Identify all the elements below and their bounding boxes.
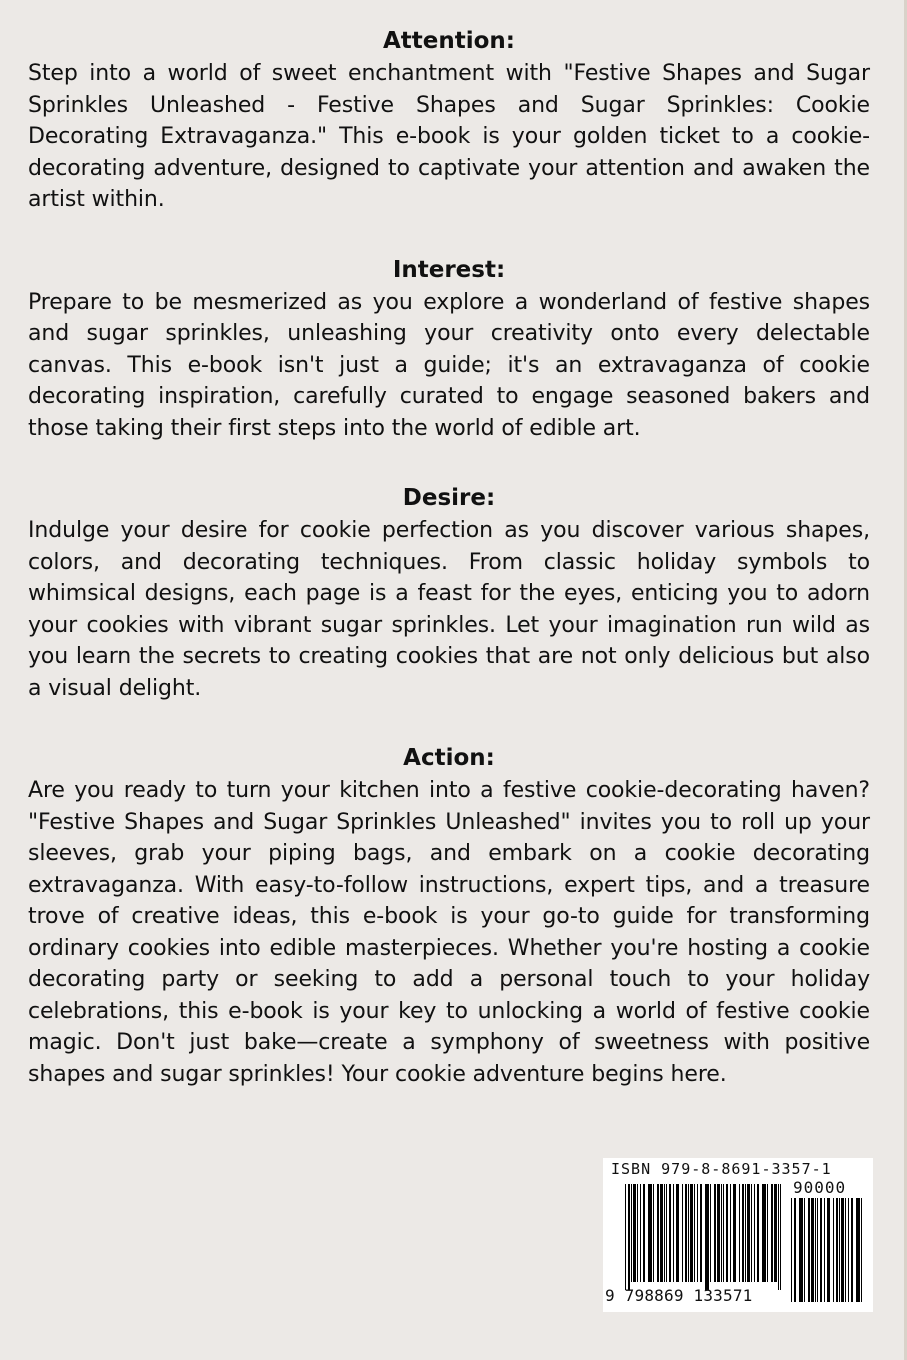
barcode-bar [694, 1184, 695, 1282]
barcode-bar [669, 1184, 671, 1282]
barcode-bar [676, 1184, 679, 1282]
barcode-bar [633, 1184, 636, 1282]
ean-digits-label: 9 798869 133571 [605, 1286, 753, 1305]
barcode-bar [808, 1198, 810, 1302]
section-attention [28, 24, 870, 216]
barcode-bar [833, 1198, 834, 1302]
barcode-bar [664, 1184, 665, 1282]
barcode-bar [739, 1184, 740, 1282]
section-action [28, 741, 870, 1090]
barcode-bar [827, 1198, 830, 1302]
barcode-bar [710, 1184, 711, 1282]
barcode-bar [745, 1184, 746, 1282]
barcode-bar [733, 1184, 736, 1282]
isbn-barcode [603, 1158, 873, 1312]
barcode-bar [637, 1184, 638, 1282]
barcode-bar [839, 1198, 840, 1302]
barcode-bar [653, 1184, 654, 1282]
addon-barcode-bars [791, 1198, 862, 1302]
barcode-bar [754, 1184, 755, 1282]
barcode-bar [815, 1198, 816, 1302]
barcode-bar [730, 1184, 731, 1282]
barcode-bar [643, 1184, 645, 1282]
barcode-bar [845, 1198, 846, 1302]
barcode-bar [771, 1184, 773, 1282]
barcode-bar [714, 1184, 716, 1282]
barcode-bar [742, 1184, 744, 1282]
barcode-bar [780, 1184, 781, 1290]
barcode-bar [631, 1184, 632, 1282]
barcode-bar [648, 1184, 652, 1282]
barcode-bar [762, 1184, 766, 1282]
section-body: Indulge your desire for cookie perfection as you discover various shapes, colors, and decorating techniques. From classic holiday symbols to whimsical designs, each page is a feast for the eyes, enticing you to adorn your cookies with vibrant sugar sprinkles. Let your imagination run wild as you learn the secrets to creating cookies that are not only delicious but also a visual delight. [28, 518, 870, 701]
barcode-bar [747, 1184, 750, 1282]
barcode-bar [723, 1184, 724, 1282]
section-heading: Interest: [392, 256, 506, 283]
barcode-bar [861, 1198, 862, 1302]
barcode-bar [640, 1184, 641, 1282]
section-body: Are you ready to turn your kitchen into a festive cookie-decorating haven? "Festive Shapes and Sugar Sprinkles Unleashed" invites you to roll up your sleeves, grab your piping bags, and embark on a cookie decorating extravaganza. With easy-to-follow instructions, expert tips, and a treasure trove of creative ideas, this e-book is your go-to guide for transforming ordinary cookies into edible masterpieces. Whether you're hosting a cookie decorating party or seeking to add a personal touch to your holiday celebrations, this e-book is your key to unlocking a world of festive cookie magic. Don't just bake—create a symphony of sweetness with positive shapes and sugar sprinkles! Your cookie adventure begins here. [28, 778, 870, 1087]
section-interest [28, 253, 870, 445]
barcode-bar [751, 1184, 752, 1282]
section-body: Step into a world of sweet enchantment with "Festive Shapes and Sugar Sprinkles Unleashed - Festive Shapes and Sugar Sprinkles: Cookie Decorating Extravaganza." This e-book is your golden ticket to a cookie-decorating adventure, designed to captivate your attention and awaken the artist within. [28, 61, 870, 212]
barcode-bar [817, 1198, 818, 1302]
barcode-bar [705, 1184, 709, 1290]
section-body: Prepare to be mesmerized as you explore a wonderland of festive shapes and sugar sprinkles, unleashing your creativity onto every delectable canvas. This e-book isn't just a guide; it's an extravaganza of cookie decorating inspiration, carefully curated to engage seasoned bakers and those taking their first steps into the world of edible art. [28, 289, 870, 441]
section-desire [28, 481, 870, 704]
section-heading: Desire: [402, 485, 496, 511]
section-heading: Attention: [382, 28, 515, 54]
barcode-bar [666, 1184, 667, 1282]
barcode-bar [673, 1184, 674, 1282]
barcode-bar [799, 1198, 803, 1302]
barcode-bar [767, 1184, 768, 1282]
barcode-bar [848, 1198, 849, 1302]
barcode-bar [778, 1184, 779, 1290]
barcode-bar [836, 1198, 838, 1302]
barcode-bar [700, 1184, 702, 1282]
barcode-bar [794, 1198, 796, 1302]
barcode-bar [682, 1184, 683, 1282]
price-code-label: 90000 [793, 1178, 847, 1197]
barcode-bar [811, 1198, 814, 1302]
barcode-bar [717, 1184, 720, 1282]
barcode-bar [688, 1184, 689, 1282]
barcode-bar [804, 1198, 805, 1302]
barcode-bar [697, 1184, 698, 1282]
section-heading: Action: [403, 745, 495, 771]
barcode-bar [774, 1184, 777, 1282]
barcode-bar [660, 1184, 663, 1282]
barcode-bar [685, 1184, 687, 1282]
barcode-bar [856, 1198, 860, 1302]
barcode-bar [628, 1184, 630, 1290]
barcode-bar [820, 1198, 822, 1302]
barcode-bar [690, 1184, 693, 1282]
back-cover-text [28, 24, 870, 1127]
barcode-bar [657, 1184, 659, 1282]
barcode-bar [851, 1198, 853, 1302]
barcode-bar [726, 1184, 728, 1282]
barcode-bar [841, 1198, 844, 1302]
isbn-label: ISBN 979-8-8691-3357-1 [611, 1160, 832, 1178]
barcode-bar [625, 1184, 626, 1290]
barcode-bar [757, 1184, 759, 1282]
barcode-bar [791, 1198, 792, 1302]
ean-barcode-bars [625, 1184, 781, 1290]
barcode-bar [824, 1198, 825, 1302]
barcode-bar [721, 1184, 722, 1282]
